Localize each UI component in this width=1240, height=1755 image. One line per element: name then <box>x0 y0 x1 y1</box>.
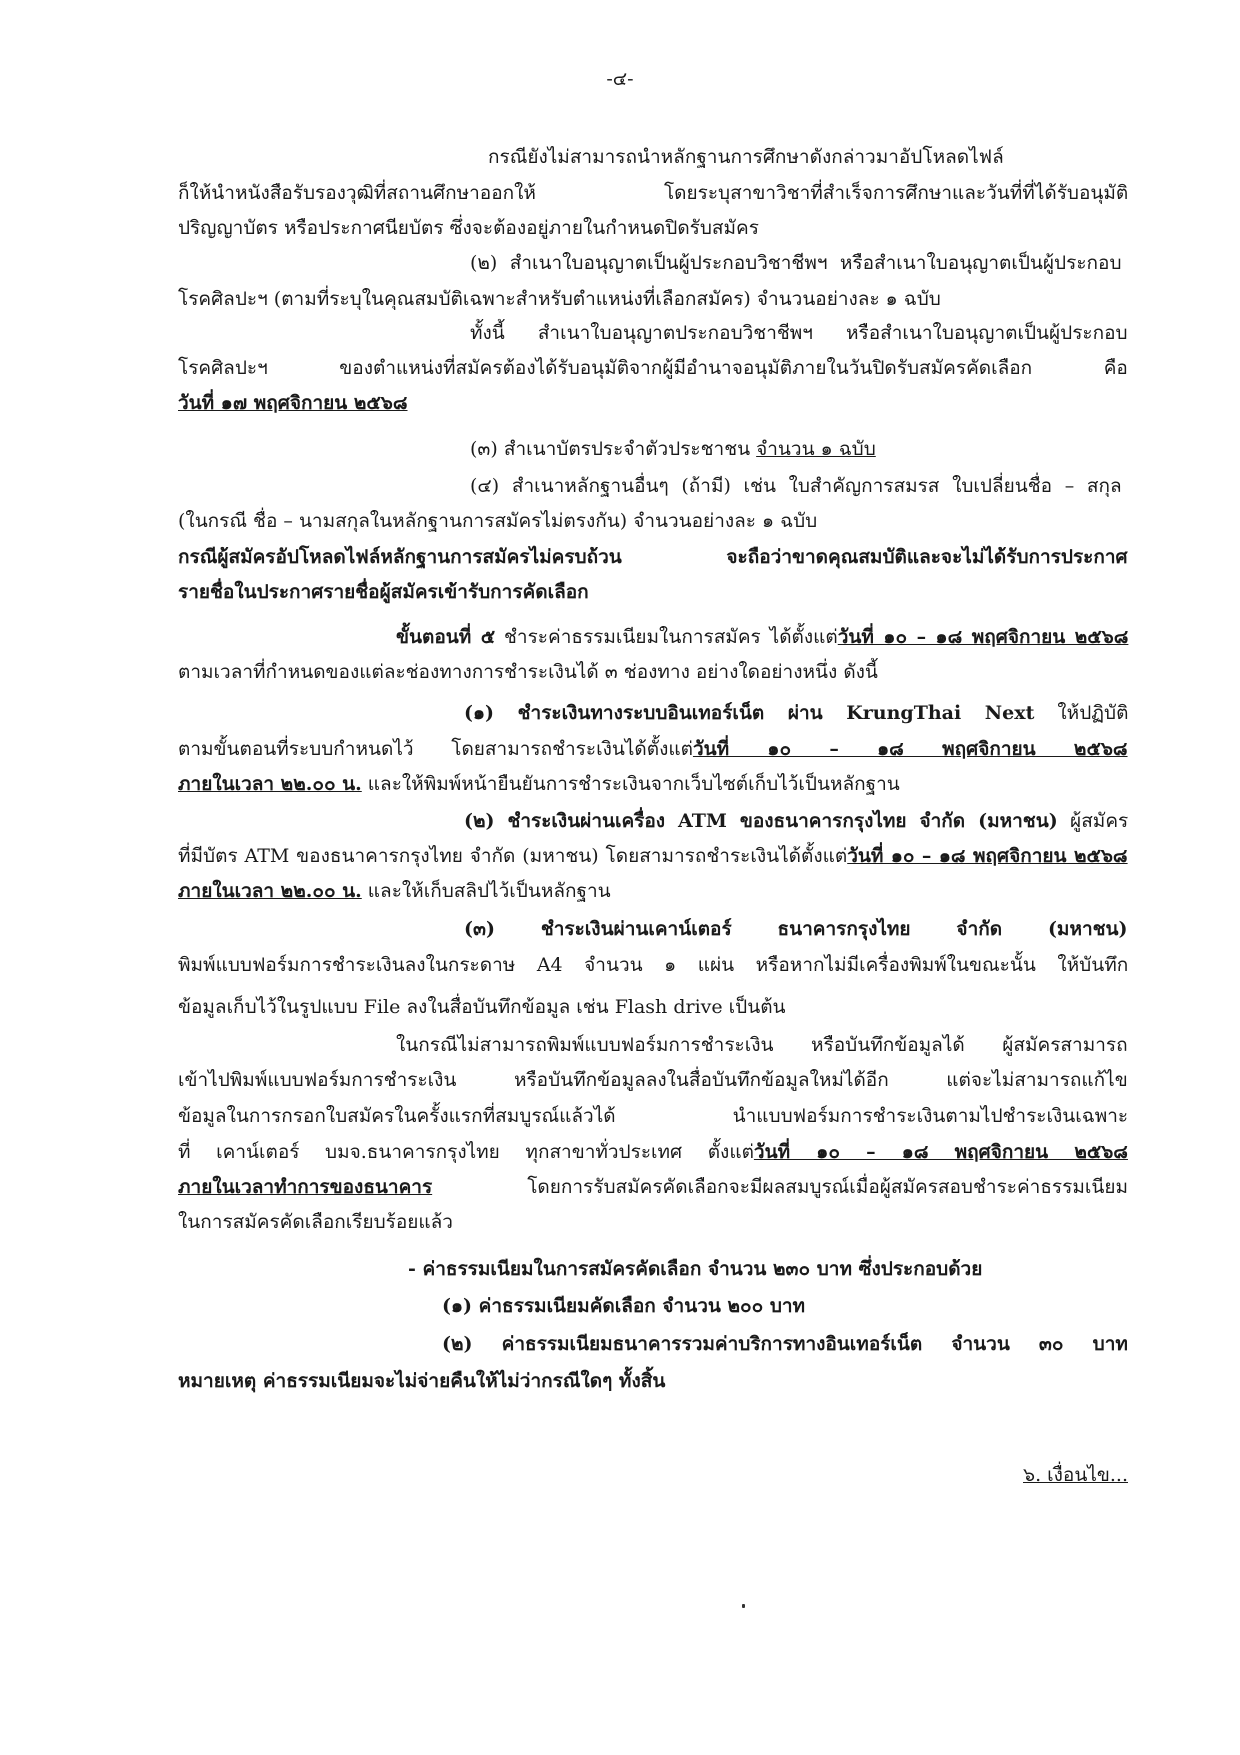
text-segment: และให้เก็บสลิปไว้เป็นหลักฐาน <box>361 880 611 902</box>
text-line-18 <box>178 775 900 794</box>
text-line-26 <box>178 1071 1128 1090</box>
text-line-29 <box>178 1178 1128 1197</box>
text-line-5 <box>178 290 941 309</box>
text-line-10 <box>470 477 1122 496</box>
text-segment: รายชื่อในประกาศรายชื่อผู้สมัครเข้ารับการคัดเลือก <box>178 581 589 603</box>
text-segment: หมายเหตุ ค่าธรรมเนียมจะไม่จ่ายคืนให้ไม่ว่ากรณีใดๆ ทั้งสิ้น <box>178 1370 666 1392</box>
text-line-12 <box>178 548 1128 567</box>
text-line-7 <box>178 359 1128 378</box>
text-segment: ข้อมูลเก็บไว้ในรูปแบบ File ลงในสื่อบันทึกข้อมูล เช่น Flash drive เป็นต้น <box>178 996 786 1018</box>
text-segment: ตามเวลาที่กำหนดของแต่ละช่องทางการชำระเงินได้ ๓ ช่องทาง อย่างใดอย่างหนึ่ง ดังนี้ <box>178 661 878 683</box>
text-segment: ตามขั้นตอนที่ระบบกำหนดไว้ โดยสามารถชำระเงินได้ตั้งแต่ <box>178 738 693 760</box>
text-segment: ที่ เคาน์เตอร์ บมจ.ธนาคารกรุงไทย ทุกสาขาทั่วประเทศ ตั้งแต่ <box>178 1141 754 1163</box>
text-segment: จำนวน ๑ ฉบับ <box>756 438 876 460</box>
text-line-33 <box>442 1335 1128 1354</box>
text-segment: (๔) สำเนาหลักฐานอื่นๆ (ถ้ามี) เช่น ใบสำคัญการสมรส ใบเปลี่ยนชื่อ – สกุล <box>470 475 1122 497</box>
text-segment: โดยการรับสมัครคัดเลือกจะมีผลสมบูรณ์เมื่อผู้สมัครสอบชำระค่าธรรมเนียม <box>432 1176 1128 1198</box>
continuation-footnote: ๖. เงื่อนไข... <box>1023 1464 1128 1486</box>
text-segment: - ค่าธรรมเนียมในการสมัครคัดเลือก จำนวน ๒๓๐ บาท ซึ่งประกอบด้วย <box>408 1258 983 1280</box>
text-segment: ภายในเวลา ๒๒.๐๐ น. <box>178 880 362 902</box>
text-line-27 <box>178 1107 1128 1126</box>
page-number: -๔- <box>606 68 634 90</box>
text-line-4 <box>470 254 1122 273</box>
text-segment: ให้ปฏิบัติ <box>1034 702 1129 724</box>
text-segment: พิมพ์แบบฟอร์มการชำระเงินลงในกระดาษ A4 จำนวน ๑ แผ่น หรือหากไม่มีเครื่องพิมพ์ในขณะนั้น ให้บันทึก <box>178 954 1129 976</box>
text-segment: โรคศิลปะฯ (ตามที่ระบุในคุณสมบัติเฉพาะสำหรับตำแหน่งที่เลือกสมัคร) จำนวนอย่างละ ๑ ฉบับ <box>178 288 941 310</box>
text-line-3 <box>178 219 759 238</box>
text-line-1 <box>488 148 1004 167</box>
text-line-23 <box>178 956 1128 975</box>
text-line-17 <box>178 740 1128 759</box>
text-line-24 <box>178 998 786 1017</box>
text-segment: วันที่ ๑๗ พฤศจิกายน ๒๕๖๘ <box>178 392 408 414</box>
text-line-14 <box>396 628 1128 647</box>
text-line-32 <box>442 1297 805 1316</box>
text-segment: และให้พิมพ์หน้ายืนยันการชำระเงินจากเว็บไซต์เก็บไว้เป็นหลักฐาน <box>361 773 900 795</box>
text-segment: ในกรณีไม่สามารถพิมพ์แบบฟอร์มการชำระเงิน หรือบันทึกข้อมูลได้ ผู้สมัครสามารถ <box>396 1034 1128 1056</box>
text-line-9 <box>470 440 876 459</box>
text-segment: ก็ให้นำหนังสือรับรองวุฒิที่สถานศึกษาออกให้ โดยระบุสาขาวิชาที่สำเร็จการศึกษาและวันที่ที่ได้รับอนุมัติ <box>178 182 1129 204</box>
text-line-15 <box>178 663 878 682</box>
text-segment: ข้อมูลในการกรอกใบสมัครในครั้งแรกที่สมบูรณ์แล้วได้ นำแบบฟอร์มการชำระเงินตามไปชำระเงินเฉพาะ <box>178 1105 1129 1127</box>
text-line-13 <box>178 583 589 602</box>
text-segment: วันที่ ๑๐ – ๑๘ พฤศจิกายน ๒๕๖๘ <box>692 738 1128 760</box>
text-segment: (๑) ค่าธรรมเนียมคัดเลือก จำนวน ๒๐๐ บาท <box>442 1295 806 1317</box>
text-line-2 <box>178 184 1128 203</box>
text-line-6 <box>470 324 1128 343</box>
text-segment: (ในกรณี ชื่อ – นามสกุลในหลักฐานการสมัครไม่ตรงกัน) จำนวนอย่างละ ๑ ฉบับ <box>178 510 818 532</box>
text-segment: โรคศิลปะฯ ของตำแหน่งที่สมัครต้องได้รับอนุมัติจากผู้มีอำนาจอนุมัติภายในวันปิดรับสมัครคัดเลือก คือ <box>178 357 1128 379</box>
text-segment: ผู้สมัคร <box>1057 810 1129 832</box>
text-line-20 <box>178 847 1128 866</box>
text-segment: ทั้งนี้ สำเนาใบอนุญาตประกอบวิชาชีพฯ หรือสำเนาใบอนุญาตเป็นผู้ประกอบ <box>470 322 1128 344</box>
text-line-25 <box>396 1036 1128 1055</box>
text-segment: (๓) สำเนาบัตรประจำตัวประชาชน <box>470 438 757 460</box>
text-segment: กรณีผู้สมัครอัปโหลดไฟล์หลักฐานการสมัครไม่ครบถ้วน จะถือว่าขาดคุณสมบัติและจะไม่ได้รับการประกาศ <box>178 546 1128 568</box>
text-segment: (๓) ชำระเงินผ่านเคาน์เตอร์ ธนาคารกรุงไทย จำกัด (มหาชน) <box>464 918 1128 940</box>
text-segment: ชำระค่าธรรมเนียมในการสมัคร ได้ตั้งแต่ <box>495 626 838 648</box>
stray-mark <box>742 1604 745 1608</box>
text-segment: วันที่ ๑๐ – ๑๘ พฤศจิกายน ๒๕๖๘ <box>847 845 1128 867</box>
text-line-8 <box>178 394 408 413</box>
text-line-19 <box>464 812 1128 831</box>
text-line-28 <box>178 1143 1128 1162</box>
text-line-16 <box>464 704 1128 723</box>
text-segment: กรณียังไม่สามารถนำหลักฐานการศึกษาดังกล่าวมาอัปโหลดไฟล์ <box>488 146 1004 168</box>
text-line-22 <box>464 920 1128 939</box>
text-segment: (๒) ชำระเงินผ่านเครื่อง ATM ของธนาคารกรุงไทย จำกัด (มหาชน) <box>464 810 1058 832</box>
text-segment: วันที่ ๑๐ – ๑๘ พฤศจิกายน ๒๕๖๘ <box>837 626 1129 648</box>
text-segment: เข้าไปพิมพ์แบบฟอร์มการชำระเงิน หรือบันทึกข้อมูลลงในสื่อบันทึกข้อมูลใหม่ได้อีก แต่จะไม่สามารถแก้ไข <box>178 1069 1128 1091</box>
text-segment: ภายในเวลา ๒๒.๐๐ น. <box>178 773 362 795</box>
text-segment: (๒) สำเนาใบอนุญาตเป็นผู้ประกอบวิชาชีพฯ หรือสำเนาใบอนุญาตเป็นผู้ประกอบ <box>470 252 1122 274</box>
text-segment: ที่มีบัตร ATM ของธนาคารกรุงไทย จำกัด (มหาชน) โดยสามารถชำระเงินได้ตั้งแต่ <box>178 845 848 867</box>
text-segment: ปริญญาบัตร หรือประกาศนียบัตร ซึ่งจะต้องอยู่ภายในกำหนดปิดรับสมัคร <box>178 217 759 239</box>
text-line-21 <box>178 882 611 901</box>
text-segment: ในการสมัครคัดเลือกเรียบร้อยแล้ว <box>178 1211 453 1233</box>
text-line-34 <box>178 1372 665 1391</box>
text-segment: ขั้นตอนที่ ๕ <box>396 626 496 648</box>
text-segment: วันที่ ๑๐ – ๑๘ พฤศจิกายน ๒๕๖๘ <box>753 1141 1128 1163</box>
text-line-30 <box>178 1213 453 1232</box>
text-segment: (๒) ค่าธรรมเนียมธนาคารรวมค่าบริการทางอินเทอร์เน็ต จำนวน ๓๐ บาท <box>442 1333 1128 1355</box>
text-segment: (๑) ชำระเงินทางระบบอินเทอร์เน็ต ผ่าน KrungThai Next <box>464 702 1035 724</box>
text-segment: ภายในเวลาทำการของธนาคาร <box>178 1176 433 1198</box>
text-line-31 <box>408 1260 982 1279</box>
text-line-11 <box>178 512 817 531</box>
